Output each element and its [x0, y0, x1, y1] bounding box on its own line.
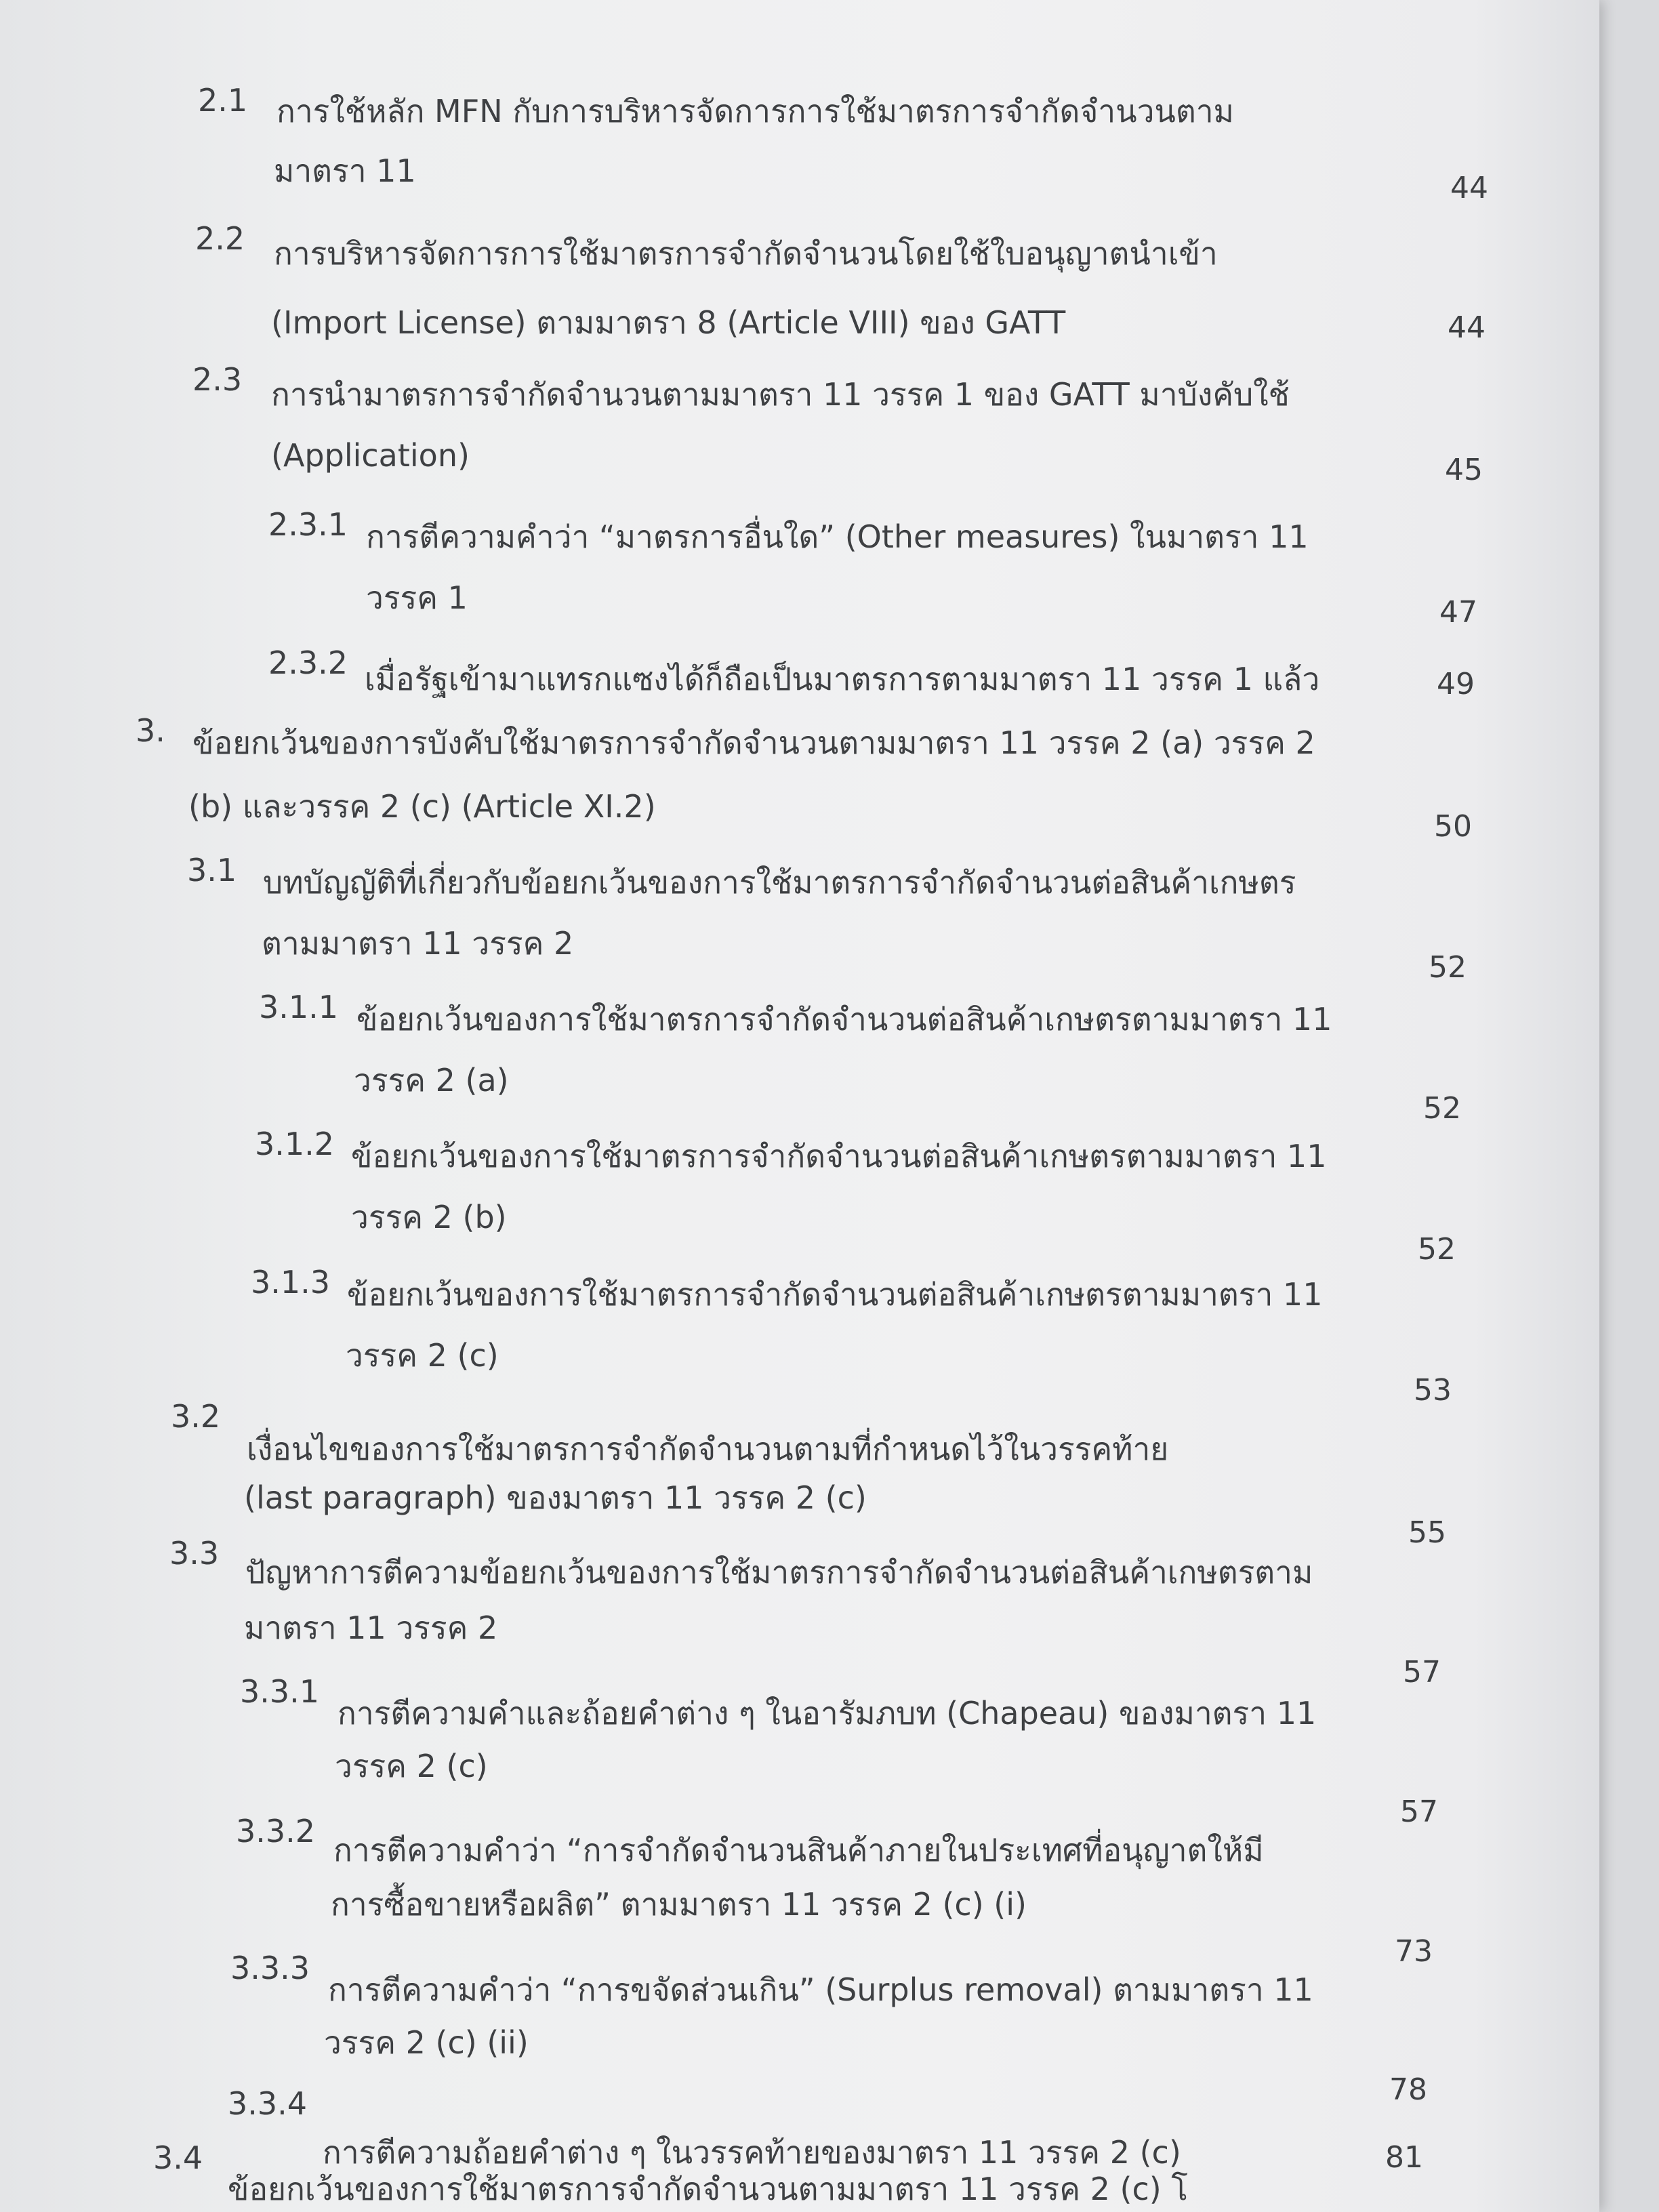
entry-title: เงื่อนไขของการใช้มาตรการจำกัดจำนวนตามที่กำหนดไว้ในวรรคท้าย: [247, 1431, 1169, 1467]
section-number: 3.1.1: [259, 989, 339, 1025]
entry-title: มาตรา 11 วรรค 2: [244, 1610, 498, 1646]
page-number: 47: [1439, 595, 1477, 630]
entry-title: การบริหารจัดการการใช้มาตรการจำกัดจำนวนโดยใช้ใบอนุญาตนำเข้า: [274, 235, 1218, 272]
page-number: 55: [1408, 1515, 1446, 1550]
entry-title: (Import License) ตามมาตรา 8 (Article VIII) ของ GATT: [271, 304, 1066, 341]
section-number: 3.3.3: [230, 1950, 310, 1986]
page-number: 50: [1434, 809, 1472, 844]
section-number: 2.3.2: [268, 644, 348, 681]
entry-title: วรรค 1: [366, 579, 468, 616]
entry-title: การนำมาตรการจำกัดจำนวนตามมาตรา 11 วรรค 1 ของ GATT มาบังคับใช้: [271, 376, 1290, 413]
entry-title: ปัญหาการตีความข้อยกเว้นของการใช้มาตรการจำกัดจำนวนต่อสินค้าเกษตรตาม: [245, 1554, 1313, 1591]
section-number: 2.3.1: [268, 506, 348, 543]
section-number: 3.3.4: [228, 2085, 308, 2122]
page-number: 78: [1389, 2072, 1427, 2107]
page-number: 73: [1395, 1934, 1433, 1969]
entry-title: ตามมาตรา 11 วรรค 2: [262, 925, 574, 962]
entry-title: วรรค 2 (a): [354, 1062, 509, 1099]
section-number: 2.1: [198, 82, 248, 119]
page-number: 52: [1418, 1232, 1456, 1267]
section-number: 2.3: [192, 361, 243, 398]
section-number: 3.3: [169, 1535, 220, 1572]
page-number: 44: [1448, 310, 1486, 345]
section-number: 3.2: [171, 1398, 221, 1435]
entry-title: มาตรา 11: [274, 152, 416, 189]
entry-title: ข้อยกเว้นของการใช้มาตรการจำกัดจำนวนต่อสินค้าเกษตรตามมาตรา 11: [356, 1001, 1332, 1038]
entry-title: การตีความคำและถ้อยคำต่าง ๆ ในอารัมภบท (Chapeau) ของมาตรา 11: [337, 1695, 1317, 1732]
entry-title: วรรค 2 (c): [335, 1748, 488, 1784]
section-number: 3.1: [187, 852, 237, 888]
entry-title: (Application): [271, 437, 470, 474]
entry-title: ข้อยกเว้นของการใช้มาตรการจำกัดจำนวนต่อสินค้าเกษตรตามมาตรา 11: [347, 1276, 1323, 1313]
entry-title: การตีความคำว่า “การจำกัดจำนวนสินค้าภายในประเทศที่อนุญาตให้มี: [333, 1832, 1264, 1868]
section-number: 3.: [136, 712, 165, 749]
entry-title: เมื่อรัฐเข้ามาแทรกแซงได้ก็ถือเป็นมาตรการตามมาตรา 11 วรรค 1 แล้ว: [365, 661, 1320, 697]
section-number: 3.1.3: [251, 1264, 331, 1300]
section-number: 3.4: [153, 2139, 203, 2176]
entry-title: วรรค 2 (b): [351, 1199, 507, 1235]
page-number: 52: [1423, 1091, 1461, 1126]
entry-title: (last paragraph) ของมาตรา 11 วรรค 2 (c): [244, 1479, 867, 1516]
entry-title: (b) และวรรค 2 (c) (Article XI.2): [188, 788, 656, 825]
section-number: 3.3.2: [236, 1813, 316, 1849]
page-number: 52: [1429, 950, 1467, 985]
page-number: 44: [1450, 171, 1488, 205]
entry-title: วรรค 2 (c): [346, 1337, 499, 1374]
section-number: 3.1.2: [255, 1126, 335, 1162]
entry-title: การใช้หลัก MFN กับการบริหารจัดการการใช้มาตรการจำกัดจำนวนตาม: [276, 93, 1234, 129]
entry-title: ข้อยกเว้นของการใช้มาตรการจำกัดจำนวนต่อสินค้าเกษตรตามมาตรา 11: [351, 1138, 1327, 1174]
page-number: 53: [1414, 1373, 1452, 1408]
entry-title: วรรค 2 (c) (ii): [324, 2024, 529, 2061]
entry-title: ข้อยกเว้นของการบังคับใช้มาตรการจำกัดจำนวนตามมาตรา 11 วรรค 2 (a) วรรค 2: [192, 724, 1315, 761]
entry-title: การซื้อขายหรือผลิต” ตามมาตรา 11 วรรค 2 (c) (i): [331, 1886, 1027, 1923]
entry-title: บทบัญญัติที่เกี่ยวกับข้อยกเว้นของการใช้มาตรการจำกัดจำนวนต่อสินค้าเกษตร: [263, 864, 1296, 901]
page-number: 81: [1385, 2140, 1423, 2175]
entry-title: ข้อยกเว้นของการใช้มาตรการจำกัดจำนวนตามมาตรา 11 วรรค 2 (c) โ: [228, 2171, 1189, 2207]
section-number: 2.2: [195, 220, 245, 257]
entry-title: การตีความคำว่า “มาตรการอื่นใด” (Other measures) ในมาตรา 11: [366, 518, 1309, 555]
page-number: 57: [1400, 1795, 1438, 1829]
page-number: 45: [1445, 453, 1483, 487]
entry-title: การตีความถ้อยคำต่าง ๆ ในวรรคท้ายของมาตรา 11 วรรค 2 (c): [323, 2134, 1181, 2171]
page-number: 57: [1403, 1655, 1441, 1689]
section-number: 3.3.1: [240, 1673, 320, 1710]
page-number: 49: [1437, 667, 1475, 701]
entry-title: การตีความคำว่า “การขจัดส่วนเกิน” (Surplus removal) ตามมาตรา 11: [328, 1971, 1313, 2008]
